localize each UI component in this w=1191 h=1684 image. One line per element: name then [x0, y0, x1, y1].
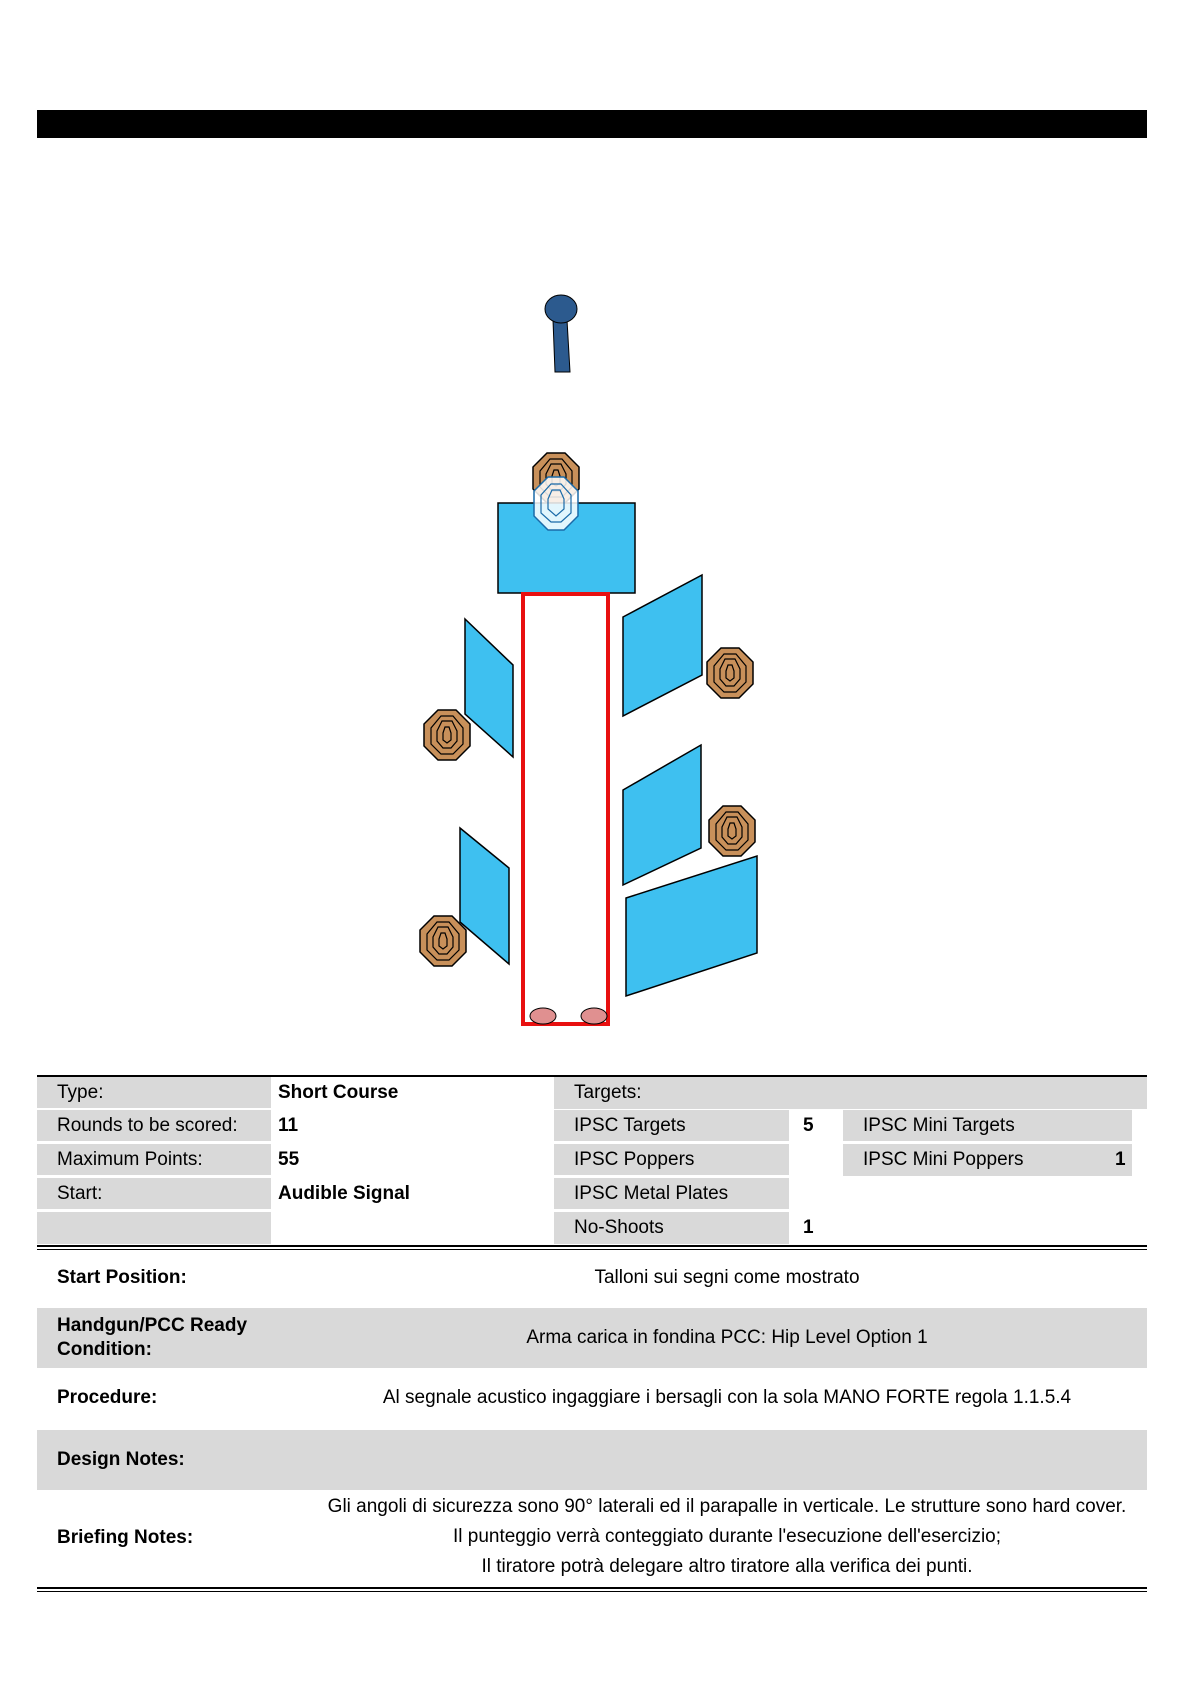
right-wall-3 [626, 856, 757, 996]
right-wall-1 [623, 575, 702, 716]
paper-target [424, 710, 470, 760]
briefing-notes-value [307, 1492, 1147, 1582]
start-position-row [37, 1250, 1147, 1306]
heel-mark-left [530, 1008, 556, 1024]
briefing-notes-row [37, 1492, 1147, 1584]
left-wall-1 [465, 619, 513, 757]
briefing-notes-label: Briefing Notes: [57, 1527, 194, 1548]
briefing-line: Il punteggio verrà conteggiato durante l'esecuzione dell'esercizio; [452, 1526, 1002, 1547]
max-points-label: Maximum Points: [37, 1144, 271, 1176]
start-label: Start: [37, 1178, 271, 1210]
popper-target [545, 295, 577, 372]
targets-header: Targets: [554, 1077, 1147, 1109]
ready-condition-label-line2: Condition: [57, 1339, 152, 1360]
paper-target [707, 648, 753, 698]
no-shoot-target [534, 477, 578, 530]
start-position-label: Start Position: [57, 1267, 187, 1288]
procedure-row [37, 1368, 1147, 1428]
ready-condition-label [57, 1314, 247, 1362]
ipsc-poppers-label: IPSC Poppers [554, 1144, 789, 1176]
no-shoots-count: 1 [803, 1217, 814, 1238]
ipsc-targets-label: IPSC Targets [554, 1110, 789, 1142]
heel-mark-right [581, 1008, 607, 1024]
ipsc-targets-count: 5 [803, 1115, 814, 1136]
ipsc-metal-plates-label: IPSC Metal Plates [554, 1178, 789, 1210]
notes-bottom-rule [37, 1587, 1147, 1592]
mini-poppers-count: 1 [1115, 1149, 1126, 1170]
stage-info-table [37, 1075, 1147, 1251]
type-label: Type: [37, 1077, 271, 1109]
ready-condition-row [37, 1308, 1147, 1368]
design-notes-row [37, 1430, 1147, 1490]
briefing-line: Il tiratore potrà delegare altro tiratore alla verifica dei punti. [481, 1556, 973, 1577]
design-notes-label: Design Notes: [57, 1449, 185, 1470]
paper-target [709, 806, 755, 856]
ready-condition-label-line1: Handgun/PCC Ready [57, 1315, 248, 1336]
shooting-area [523, 594, 608, 1024]
no-shoots-label: No-Shoots [554, 1212, 789, 1244]
paper-target [420, 916, 466, 966]
procedure-label: Procedure: [57, 1387, 158, 1408]
rounds-value: 11 [278, 1115, 299, 1136]
procedure-value: Al segnale acustico ingaggiare i bersagli con la sola MANO FORTE regola 1.1.5.4 [382, 1387, 1072, 1408]
right-wall-2 [623, 745, 701, 885]
rounds-label: Rounds to be scored: [37, 1110, 271, 1142]
mini-poppers-label: IPSC Mini Poppers [843, 1144, 1132, 1176]
ready-condition-value: Arma carica in fondina PCC: Hip Level Option 1 [526, 1327, 928, 1348]
empty-label [37, 1212, 271, 1244]
start-position-value: Talloni sui segni come mostrato [594, 1267, 860, 1288]
left-wall-2 [460, 828, 509, 964]
max-points-value: 55 [278, 1149, 300, 1170]
mini-targets-label: IPSC Mini Targets [843, 1110, 1132, 1142]
start-value: Audible Signal [278, 1183, 410, 1204]
briefing-line: Gli angoli di sicurezza sono 90° laterali ed il parapalle in verticale. Le strutture sono hard cover. [327, 1496, 1127, 1517]
type-value: Short Course [278, 1082, 399, 1103]
